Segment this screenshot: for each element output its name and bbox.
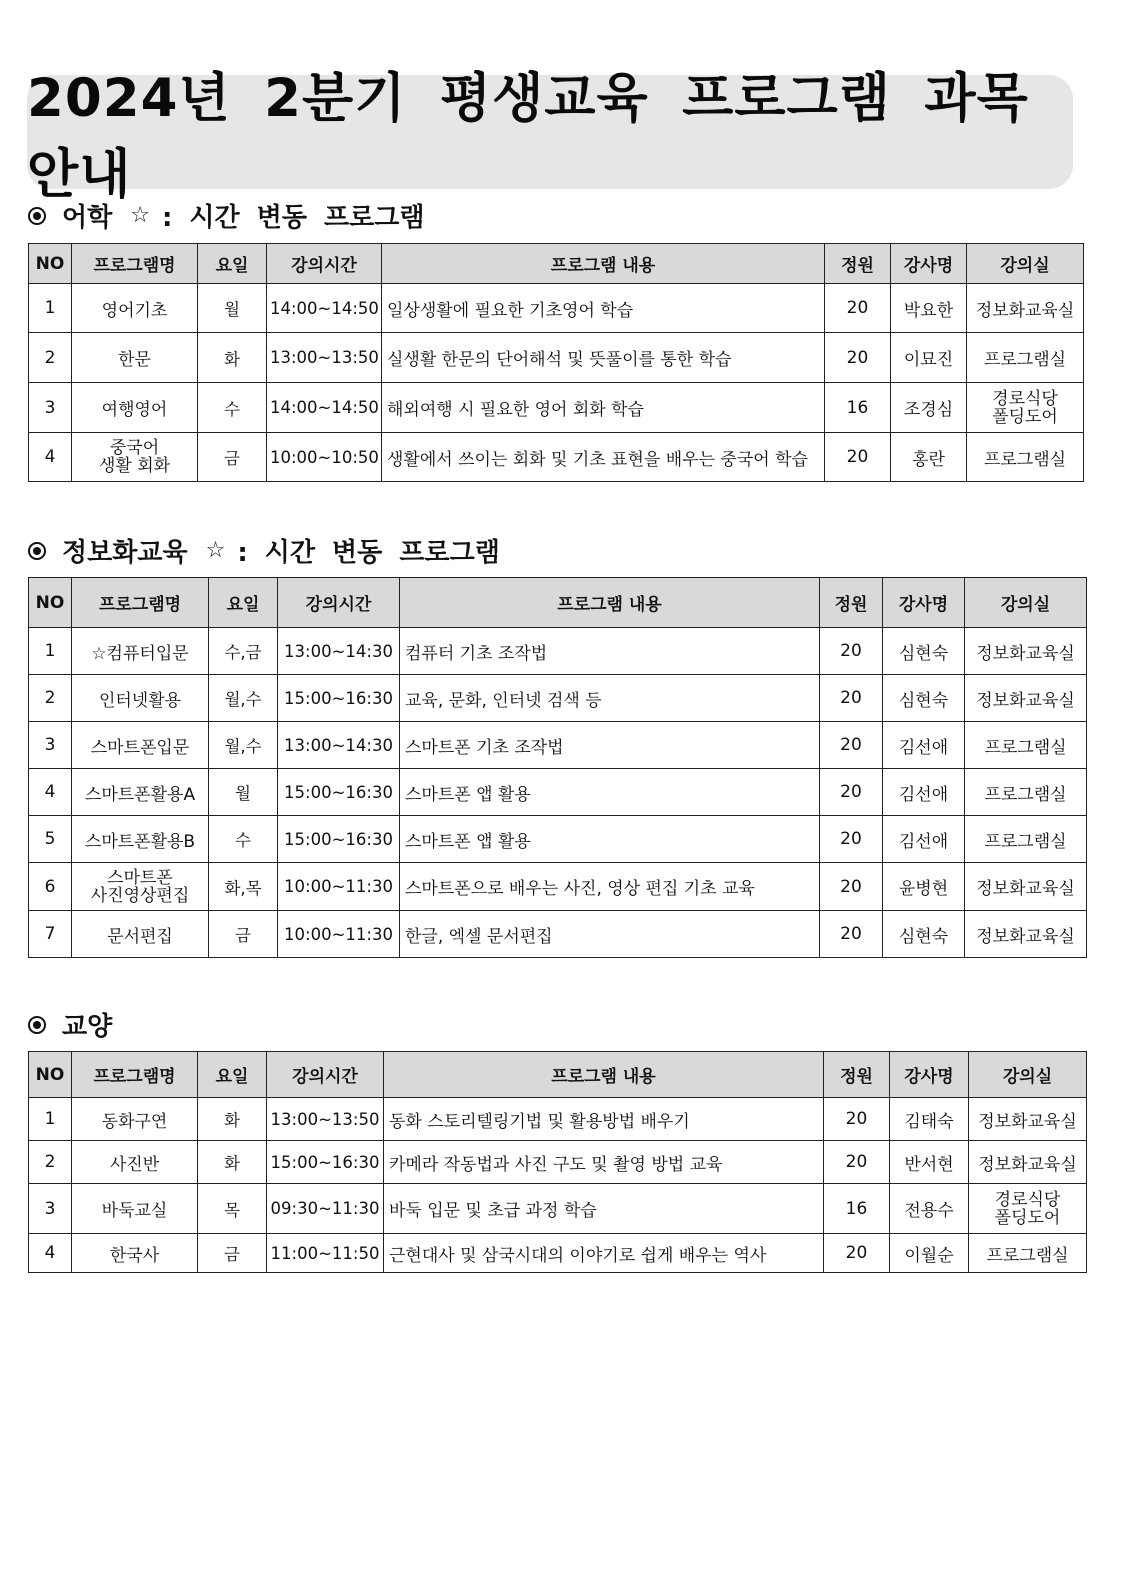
section-note: : 시간 변동 프로그램 xyxy=(237,538,500,568)
col-capacity: 20 xyxy=(820,863,883,911)
section-heading-culture xyxy=(28,1006,112,1043)
col-room-line: 프로그램실 xyxy=(984,831,1067,852)
header-col-day: 요일 xyxy=(209,578,278,628)
col-program-name-line: 한문 xyxy=(118,350,151,370)
col-teacher: 이월순 xyxy=(890,1234,969,1273)
col-room-line: 폴딩도어 xyxy=(992,406,1058,427)
section-title: 교양 xyxy=(62,1012,113,1042)
col-capacity: 20 xyxy=(825,433,891,482)
col-teacher: 김태숙 xyxy=(890,1098,969,1141)
col-no: 2 xyxy=(29,675,72,722)
col-day: 수 xyxy=(209,816,278,863)
col-room xyxy=(965,769,1087,816)
col-no: 1 xyxy=(29,1098,72,1141)
col-program-name-line: 사진영상편집 xyxy=(90,885,190,906)
col-time: 13:00~13:50 xyxy=(267,333,382,383)
col-room xyxy=(969,1098,1087,1141)
header-col-capacity: 정원 xyxy=(820,578,883,628)
col-capacity: 16 xyxy=(825,383,891,433)
header-col-day: 요일 xyxy=(198,244,267,284)
header-col-time: 강의시간 xyxy=(267,244,382,284)
col-program-name-line: 중국어 xyxy=(109,438,160,458)
col-day: 금 xyxy=(198,1234,267,1273)
col-program-name-line: 동화구연 xyxy=(101,1111,168,1132)
col-content: 바둑 입문 및 초급 과정 학습 xyxy=(384,1184,824,1234)
table-row xyxy=(29,284,1084,333)
col-time: 15:00~16:30 xyxy=(278,675,400,722)
col-content: 컴퓨터 기초 조작법 xyxy=(400,628,820,675)
table-row xyxy=(29,769,1087,816)
col-room xyxy=(969,1184,1087,1234)
header-col-day: 요일 xyxy=(198,1052,267,1098)
col-capacity: 20 xyxy=(825,284,891,333)
col-room-line: 경로식당 xyxy=(994,1189,1061,1210)
table-row xyxy=(29,722,1087,769)
table-row xyxy=(29,383,1084,433)
col-day: 금 xyxy=(209,911,278,958)
col-room xyxy=(969,1141,1087,1184)
section-heading-language xyxy=(28,197,424,234)
col-room-line: 정보화교육실 xyxy=(976,690,1075,711)
col-program-name-line: 한국사 xyxy=(109,1245,160,1266)
col-no: 3 xyxy=(29,722,72,769)
header-col-content: 프로그램 내용 xyxy=(384,1052,824,1098)
col-time: 10:00~11:30 xyxy=(278,863,400,911)
header-col-teacher: 강사명 xyxy=(890,1052,969,1098)
col-program-name xyxy=(72,863,209,911)
table-row xyxy=(29,628,1087,675)
col-room-line: 정보화교육실 xyxy=(978,1154,1077,1175)
col-time: 13:00~14:30 xyxy=(278,722,400,769)
col-teacher: 박요한 xyxy=(891,284,967,333)
col-day: 수,금 xyxy=(209,628,278,675)
table-row xyxy=(29,1141,1087,1184)
header-col-room: 강의실 xyxy=(969,1052,1087,1098)
col-room xyxy=(965,863,1087,911)
header-col-teacher: 강사명 xyxy=(891,244,967,284)
table-row xyxy=(29,1184,1087,1234)
col-time: 13:00~13:50 xyxy=(267,1098,384,1141)
col-room xyxy=(967,333,1084,383)
section-title: 정보화교육 xyxy=(62,538,188,568)
col-program-name xyxy=(72,628,209,675)
col-room-line: 정보화교육실 xyxy=(975,300,1075,321)
col-room-line: 프로그램실 xyxy=(986,1245,1069,1266)
col-day: 수 xyxy=(198,383,267,433)
header-col-program-name: 프로그램명 xyxy=(72,244,198,284)
col-room xyxy=(965,722,1087,769)
col-no: 4 xyxy=(29,433,72,482)
col-capacity: 20 xyxy=(820,628,883,675)
header-col-no: NO xyxy=(29,1052,72,1098)
col-teacher: 김선애 xyxy=(883,769,965,816)
col-room-line: 폴딩도어 xyxy=(994,1207,1061,1228)
table-row xyxy=(29,816,1087,863)
col-time: 14:00~14:50 xyxy=(267,383,382,433)
col-program-name-line: 스마트폰활용B xyxy=(84,831,196,852)
radio-bullet-icon xyxy=(28,207,46,225)
col-room xyxy=(969,1234,1087,1273)
col-program-name-line: 인터넷활용 xyxy=(98,690,182,711)
col-day: 목 xyxy=(198,1184,267,1234)
col-day: 화,목 xyxy=(209,863,278,911)
col-room xyxy=(965,675,1087,722)
table-row xyxy=(29,1098,1087,1141)
header-col-room: 강의실 xyxy=(967,244,1084,284)
col-program-name-line: 사진반 xyxy=(109,1154,160,1175)
col-program-name-line: 생활 회화 xyxy=(98,456,171,476)
col-day: 화 xyxy=(198,1098,267,1141)
header-col-teacher: 강사명 xyxy=(883,578,965,628)
col-content: 스마트폰 앱 활용 xyxy=(400,816,820,863)
col-room xyxy=(967,433,1084,482)
col-time: 09:30~11:30 xyxy=(267,1184,384,1234)
header-col-program-name: 프로그램명 xyxy=(72,578,209,628)
col-teacher: 심현숙 xyxy=(883,628,965,675)
col-program-name-line: 영어기초 xyxy=(101,300,168,321)
col-capacity: 20 xyxy=(824,1234,890,1273)
col-program-name-line: 바둑교실 xyxy=(101,1201,168,1221)
col-content: 카메라 작동법과 사진 구도 및 촬영 방법 교육 xyxy=(384,1141,824,1184)
col-room-line: 정보화교육실 xyxy=(976,926,1075,947)
col-teacher: 조경심 xyxy=(891,383,967,433)
col-room xyxy=(965,911,1087,958)
col-capacity: 20 xyxy=(824,1141,890,1184)
col-time: 15:00~16:30 xyxy=(267,1141,384,1184)
col-day: 월,수 xyxy=(209,675,278,722)
col-content: 실생활 한문의 단어해석 및 뜻풀이를 통한 학습 xyxy=(382,333,825,383)
col-time: 10:00~10:50 xyxy=(267,433,382,482)
col-content: 스마트폰 앱 활용 xyxy=(400,769,820,816)
col-room-line: 정보화교육실 xyxy=(978,1111,1077,1132)
col-no: 4 xyxy=(29,769,72,816)
col-teacher: 윤병현 xyxy=(883,863,965,911)
col-program-name xyxy=(72,1098,198,1141)
col-teacher: 김선애 xyxy=(883,722,965,769)
table-row xyxy=(29,675,1087,722)
header-col-room: 강의실 xyxy=(965,578,1087,628)
header-col-content: 프로그램 내용 xyxy=(382,244,825,284)
col-teacher: 김선애 xyxy=(883,816,965,863)
col-no: 6 xyxy=(29,863,72,911)
col-day: 월 xyxy=(209,769,278,816)
header-col-capacity: 정원 xyxy=(824,1052,890,1098)
col-content: 스마트폰으로 배우는 사진, 영상 편집 기초 교육 xyxy=(400,863,820,911)
page-title: 2024년 2분기 평생교육 프로그램 과목 안내 xyxy=(27,68,1029,205)
col-content: 교육, 문화, 인터넷 검색 등 xyxy=(400,675,820,722)
col-content: 한글, 엑셀 문서편집 xyxy=(400,911,820,958)
col-content: 생활에서 쓰이는 회화 및 기초 표현을 배우는 중국어 학습 xyxy=(382,433,825,482)
table-row xyxy=(29,433,1084,482)
col-no: 2 xyxy=(29,1141,72,1184)
col-program-name xyxy=(72,722,209,769)
col-time: 13:00~14:30 xyxy=(278,628,400,675)
col-content: 일상생활에 필요한 기초영어 학습 xyxy=(382,284,825,333)
col-no: 3 xyxy=(29,383,72,433)
col-room-line: 프로그램실 xyxy=(983,449,1067,470)
col-program-name-line: 여행영어 xyxy=(101,400,168,420)
col-program-name xyxy=(72,675,209,722)
header-col-program-name: 프로그램명 xyxy=(72,1052,198,1098)
col-day: 월 xyxy=(198,284,267,333)
col-time: 15:00~16:30 xyxy=(278,769,400,816)
col-teacher: 홍란 xyxy=(891,433,967,482)
header-col-time: 강의시간 xyxy=(267,1052,384,1098)
col-no: 1 xyxy=(29,628,72,675)
col-time: 11:00~11:50 xyxy=(267,1234,384,1273)
col-capacity: 16 xyxy=(824,1184,890,1234)
col-room xyxy=(967,284,1084,333)
col-room-line: 프로그램실 xyxy=(984,784,1067,805)
language-program-table xyxy=(28,243,1084,482)
col-content: 해외여행 시 필요한 영어 회화 학습 xyxy=(382,383,825,433)
title-banner xyxy=(27,68,1073,205)
table-row xyxy=(29,333,1084,383)
col-program-name xyxy=(72,333,198,383)
col-program-name-line: 스마트폰입문 xyxy=(90,737,190,758)
radio-bullet-icon xyxy=(28,1016,46,1034)
col-day: 금 xyxy=(198,433,267,482)
table-row xyxy=(29,1234,1087,1273)
col-no: 1 xyxy=(29,284,72,333)
col-teacher: 전용수 xyxy=(890,1184,969,1234)
col-program-name xyxy=(72,1234,198,1273)
star-icon: ☆ xyxy=(130,203,150,228)
col-room-line: 정보화교육실 xyxy=(976,879,1075,899)
col-room xyxy=(965,816,1087,863)
col-capacity: 20 xyxy=(820,911,883,958)
table-row xyxy=(29,911,1087,958)
col-content: 스마트폰 기초 조작법 xyxy=(400,722,820,769)
col-capacity: 20 xyxy=(820,675,883,722)
header-col-no: NO xyxy=(29,244,72,284)
header-col-capacity: 정원 xyxy=(825,244,891,284)
header-col-time: 강의시간 xyxy=(278,578,400,628)
col-program-name-line: 스마트폰 xyxy=(107,867,173,888)
col-day: 화 xyxy=(198,333,267,383)
col-capacity: 20 xyxy=(824,1098,890,1141)
col-teacher: 심현숙 xyxy=(883,911,965,958)
col-teacher: 심현숙 xyxy=(883,675,965,722)
col-program-name xyxy=(72,769,209,816)
col-program-name xyxy=(72,284,198,333)
radio-bullet-icon xyxy=(28,542,46,560)
star-icon: ☆ xyxy=(205,538,226,563)
col-content: 동화 스토리텔링기법 및 활용방법 배우기 xyxy=(384,1098,824,1141)
col-program-name xyxy=(72,1184,198,1234)
col-program-name xyxy=(72,816,209,863)
col-no: 3 xyxy=(29,1184,72,1234)
col-program-name-line: 문서편집 xyxy=(107,926,173,947)
section-note: : 시간 변동 프로그램 xyxy=(161,203,425,233)
col-room-line: 경로식당 xyxy=(992,388,1058,409)
it-education-program-table xyxy=(28,577,1087,958)
col-time: 14:00~14:50 xyxy=(267,284,382,333)
col-room-line: 프로그램실 xyxy=(984,737,1067,758)
col-room-line: 프로그램실 xyxy=(983,350,1067,370)
col-program-name xyxy=(72,1141,198,1184)
col-program-name-line: ☆컴퓨터입문 xyxy=(91,643,189,664)
col-no: 7 xyxy=(29,911,72,958)
col-capacity: 20 xyxy=(820,722,883,769)
col-no: 2 xyxy=(29,333,72,383)
section-heading-it-education xyxy=(28,532,500,569)
col-room xyxy=(967,383,1084,433)
col-teacher: 이묘진 xyxy=(891,333,967,383)
culture-program-table xyxy=(28,1051,1087,1273)
col-program-name xyxy=(72,433,198,482)
col-room-line: 정보화교육실 xyxy=(976,643,1075,664)
header-col-content: 프로그램 내용 xyxy=(400,578,820,628)
col-time: 10:00~11:30 xyxy=(278,911,400,958)
col-day: 월,수 xyxy=(209,722,278,769)
col-program-name-line: 스마트폰활용A xyxy=(84,784,196,805)
col-program-name xyxy=(72,383,198,433)
col-capacity: 20 xyxy=(820,816,883,863)
col-no: 5 xyxy=(29,816,72,863)
col-capacity: 20 xyxy=(825,333,891,383)
col-teacher: 반서현 xyxy=(890,1141,969,1184)
col-time: 15:00~16:30 xyxy=(278,816,400,863)
col-room xyxy=(965,628,1087,675)
col-day: 화 xyxy=(198,1141,267,1184)
table-row xyxy=(29,863,1087,911)
col-program-name xyxy=(72,911,209,958)
col-content: 근현대사 및 삼국시대의 이야기로 쉽게 배우는 역사 xyxy=(384,1234,824,1273)
section-title: 어학 xyxy=(62,203,113,233)
col-no: 4 xyxy=(29,1234,72,1273)
col-capacity: 20 xyxy=(820,769,883,816)
header-col-no: NO xyxy=(29,578,72,628)
